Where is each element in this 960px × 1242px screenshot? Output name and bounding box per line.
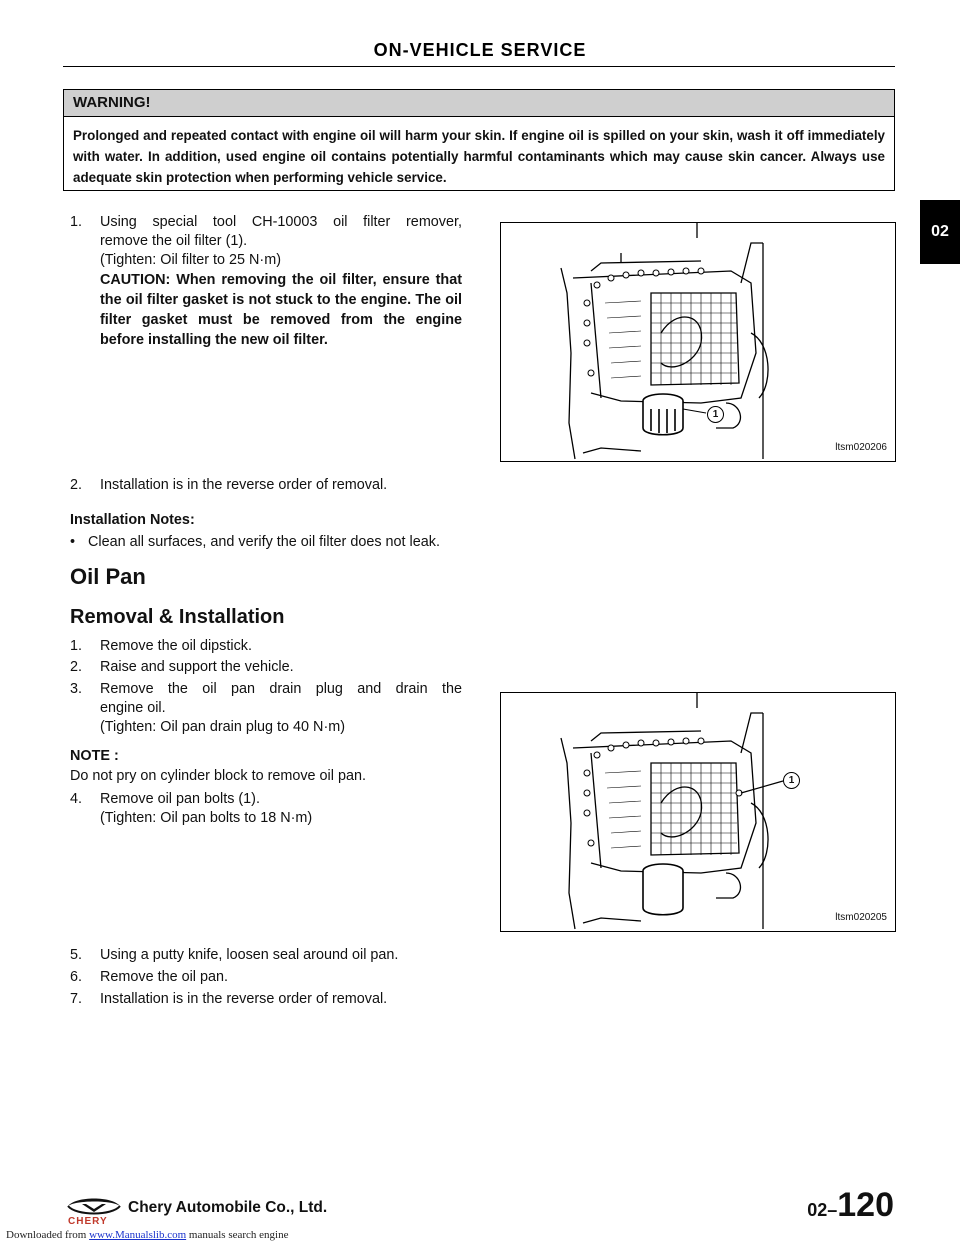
step-1-dipstick xyxy=(70,637,490,656)
step-number: 6. xyxy=(70,969,83,985)
section-title: Oil Pan xyxy=(70,564,146,589)
step-number: 2. xyxy=(70,477,83,493)
step-number: 7. xyxy=(70,991,83,1007)
step-2 xyxy=(70,476,490,495)
step-3-drain xyxy=(70,680,462,737)
installation-note-text: Clean all surfaces, and verify the oil filter does not leak. xyxy=(88,534,440,550)
page-prefix: 02– xyxy=(807,1200,838,1220)
step-1-line2: remove the oil filter (1). xyxy=(100,233,248,249)
footer-company: Chery Automobile Co., Ltd. xyxy=(128,1199,328,1216)
page-number: 120 xyxy=(837,1186,894,1224)
step-1-tighten: (Tighten: Oil filter to 25 N·m) xyxy=(100,252,281,268)
step-number: 3. xyxy=(70,681,83,697)
step-4-bolts xyxy=(70,790,490,828)
step-number: 1. xyxy=(70,638,83,654)
warning-box xyxy=(63,89,895,191)
warning-heading: WARNING! xyxy=(64,90,894,117)
footer-page-number xyxy=(807,1185,894,1230)
bullet: • xyxy=(70,534,76,550)
step-2-text: Installation is in the reverse order of removal. xyxy=(100,477,388,493)
download-link[interactable]: www.Manualslib.com xyxy=(89,1229,187,1241)
step-3-line1: Remove the oil pan drain plug and drain the xyxy=(100,681,462,697)
step-number: 2. xyxy=(70,659,83,675)
download-suffix: manuals search engine xyxy=(188,1229,289,1241)
step-6-remove xyxy=(70,968,490,987)
step-number: 1. xyxy=(70,214,83,230)
installation-notes-heading: Installation Notes: xyxy=(70,512,195,528)
step-1 xyxy=(70,213,462,350)
step-1-line1: Using special tool CH-10003 oil filter remover, xyxy=(100,214,462,230)
step-3-line2: engine oil. xyxy=(100,700,166,716)
note-heading: NOTE : xyxy=(70,748,119,764)
figure-callout: 1 xyxy=(707,406,724,423)
figure-caption: ltsm020205 xyxy=(835,912,887,923)
step-1-caution: CAUTION: When removing the oil filter, ensure that the oil filter gasket is not stuck to the engine. The oil filter gasket must be removed from the engine before installing the new oil filter. xyxy=(100,272,462,348)
header-rule xyxy=(63,66,895,67)
figure-oil-filter xyxy=(500,222,896,462)
chery-logo xyxy=(62,1194,126,1227)
installation-note-item xyxy=(70,533,510,552)
step-5-putty xyxy=(70,946,490,965)
step-number: 5. xyxy=(70,947,83,963)
step-4-tighten: (Tighten: Oil pan bolts to 18 N·m) xyxy=(100,810,313,826)
engine-oil-pan-illustration xyxy=(501,693,895,931)
figure-caption: ltsm020206 xyxy=(835,442,887,453)
step-text: Raise and support the vehicle. xyxy=(100,659,294,675)
page-header-title: ON-VEHICLE SERVICE xyxy=(373,40,587,60)
download-prefix: Downloaded from xyxy=(6,1229,87,1241)
step-text: Using a putty knife, loosen seal around oil pan. xyxy=(100,947,399,963)
step-number: 4. xyxy=(70,791,83,807)
step-4-text: Remove oil pan bolts (1). xyxy=(100,791,260,807)
warning-text: Prolonged and repeated contact with engine oil will harm your skin. If engine oil is spilled on your skin, wash it off immediately with water. In addition, used engine oil contains potentially harmful contaminants which may cause skin cancer. Always use adequate skin protection when performing vehicle service. xyxy=(73,128,885,185)
step-7-install xyxy=(70,990,490,1009)
download-line xyxy=(6,1229,288,1241)
step-text: Remove the oil dipstick. xyxy=(100,638,252,654)
figure-callout: 1 xyxy=(783,772,800,789)
note-text: Do not pry on cylinder block to remove oil pan. xyxy=(70,768,366,784)
step-2-raise xyxy=(70,658,490,677)
step-text: Remove the oil pan. xyxy=(100,969,228,985)
engine-oil-filter-illustration xyxy=(501,223,895,461)
step-3-tighten: (Tighten: Oil pan drain plug to 40 N·m) xyxy=(100,719,346,735)
section-tab: 02 xyxy=(920,200,960,264)
subsection-title: Removal & Installation xyxy=(70,606,285,628)
logo-text: CHERY xyxy=(68,1216,108,1227)
step-text: Installation is in the reverse order of removal. xyxy=(100,991,388,1007)
figure-oil-pan xyxy=(500,692,896,932)
